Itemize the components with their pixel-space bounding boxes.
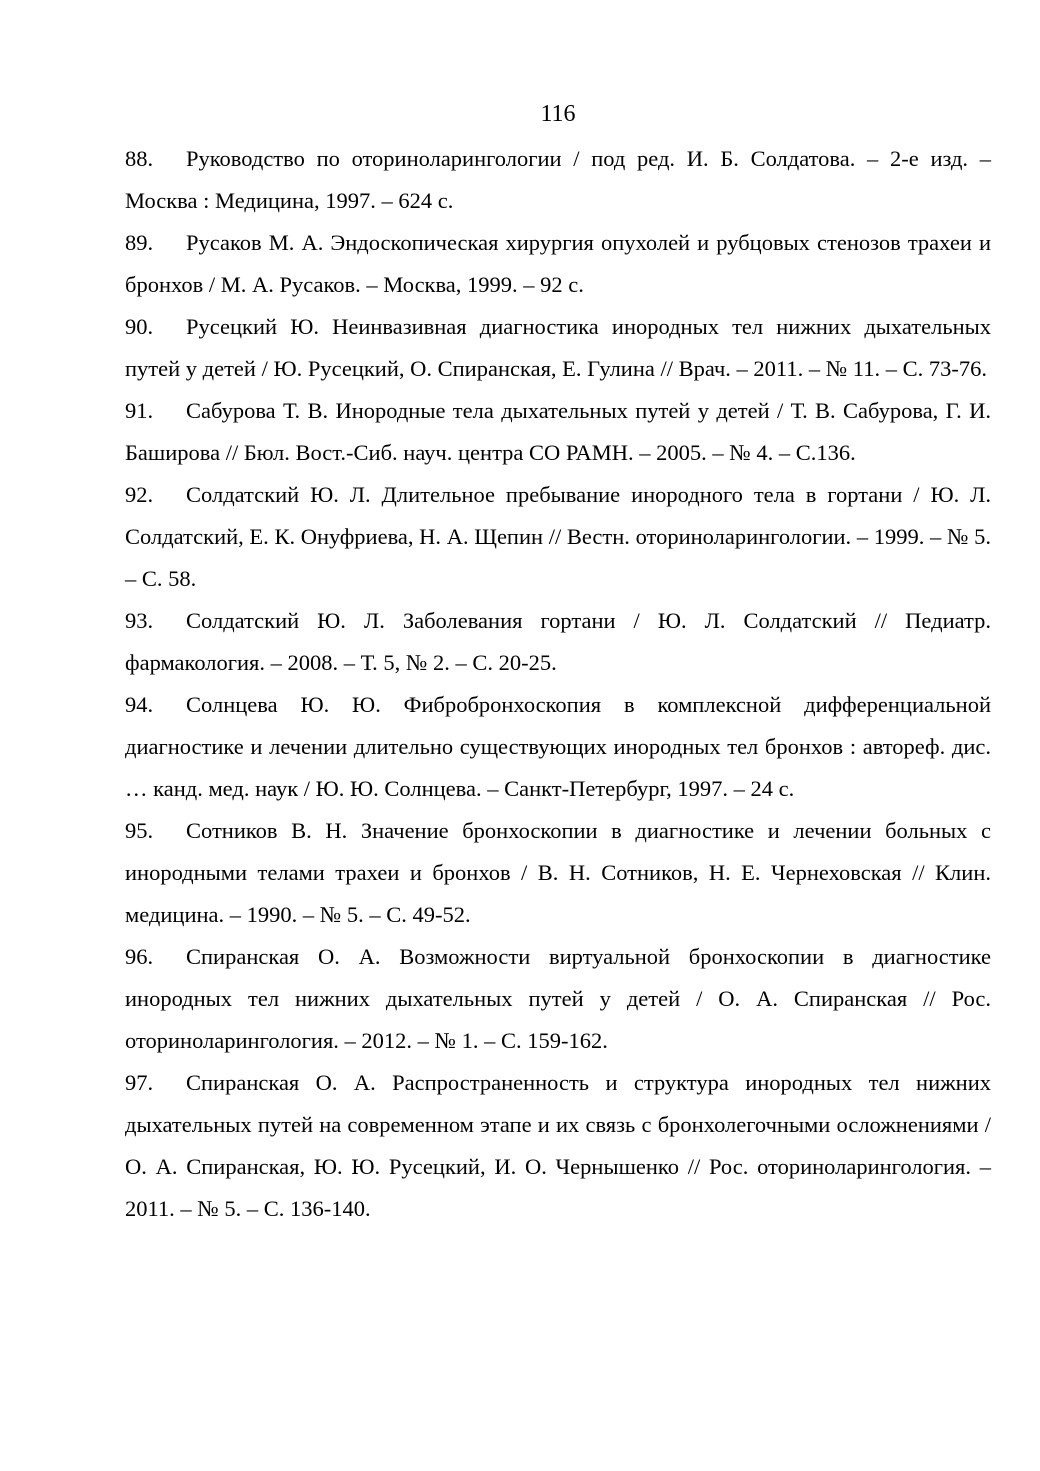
reference-text: Руководство по оториноларингологии / под ред. И. Б. Солдатова. – 2-е изд. – Москва : Медицина, 1997. – 624 с. <box>125 146 991 213</box>
reference-text: Спиранская О. А. Распространенность и структура инородных тел нижних дыхательных путей на современном этапе и их связь с бронхолегочными осложнениями / О. А. Спиранская, Ю. Ю. Русецкий, И. О. Чернышенко // Рос. оториноларингология. – 2011. – № 5. – С. 136-140. <box>125 1070 991 1221</box>
reference-number: 92. <box>125 482 154 507</box>
reference-item <box>125 474 991 600</box>
reference-item <box>125 810 991 936</box>
reference-number: 95. <box>125 818 154 843</box>
reference-number: 91. <box>125 398 154 423</box>
reference-list <box>125 138 991 1230</box>
reference-text: Сабурова Т. В. Инородные тела дыхательных путей у детей / Т. В. Сабурова, Г. И. Баширова // Бюл. Вост.-Сиб. науч. центра СО РАМН. – 2005. – № 4. – С.136. <box>125 398 991 465</box>
reference-text: Сотников В. Н. Значение бронхоскопии в диагностике и лечении больных с инородными телами трахеи и бронхов / В. Н. Сотников, Н. Е. Чернеховская // Клин. медицина. – 1990. – № 5. – С. 49-52. <box>125 818 991 927</box>
reference-text: Солнцева Ю. Ю. Фибробронхоскопия в комплексной дифференциальной диагностике и лечении длительно существующих инородных тел бронхов : автореф. дис. … канд. мед. наук / Ю. Ю. Солнцева. – Санкт-Петербург, 1997. – 24 с. <box>125 692 991 801</box>
reference-number: 88. <box>125 146 154 171</box>
reference-number: 94. <box>125 692 154 717</box>
reference-number: 93. <box>125 608 154 633</box>
reference-item <box>125 306 991 390</box>
reference-item <box>125 684 991 810</box>
reference-item <box>125 222 991 306</box>
reference-item <box>125 390 991 474</box>
reference-number: 97. <box>125 1070 154 1095</box>
reference-number: 96. <box>125 944 154 969</box>
reference-number: 89. <box>125 230 154 255</box>
reference-item <box>125 600 991 684</box>
reference-text: Русецкий Ю. Неинвазивная диагностика инородных тел нижних дыхательных путей у детей / Ю. Русецкий, О. Спиранская, Е. Гулина // Врач. – 2011. – № 11. – С. 73-76. <box>125 314 991 381</box>
page-number: 116 <box>540 101 576 127</box>
reference-item <box>125 1062 991 1230</box>
reference-text: Русаков М. А. Эндоскопическая хирургия опухолей и рубцовых стенозов трахеи и бронхов / М. А. Русаков. – Москва, 1999. – 92 с. <box>125 230 991 297</box>
reference-item <box>125 936 991 1062</box>
reference-text: Солдатский Ю. Л. Заболевания гортани / Ю. Л. Солдатский // Педиатр. фармакология. – 2008. – Т. 5, № 2. – С. 20-25. <box>125 608 991 675</box>
reference-text: Спиранская О. А. Возможности виртуальной бронхоскопии в диагностике инородных тел нижних дыхательных путей у детей / О. А. Спиранская // Рос. оториноларингология. – 2012. – № 1. – С. 159-162. <box>125 944 991 1053</box>
reference-number: 90. <box>125 314 154 339</box>
reference-item <box>125 138 991 222</box>
reference-text: Солдатский Ю. Л. Длительное пребывание инородного тела в гортани / Ю. Л. Солдатский, Е. К. Онуфриева, Н. А. Щепин // Вестн. оториноларингологии. – 1999. – № 5. – С. 58. <box>125 482 991 591</box>
